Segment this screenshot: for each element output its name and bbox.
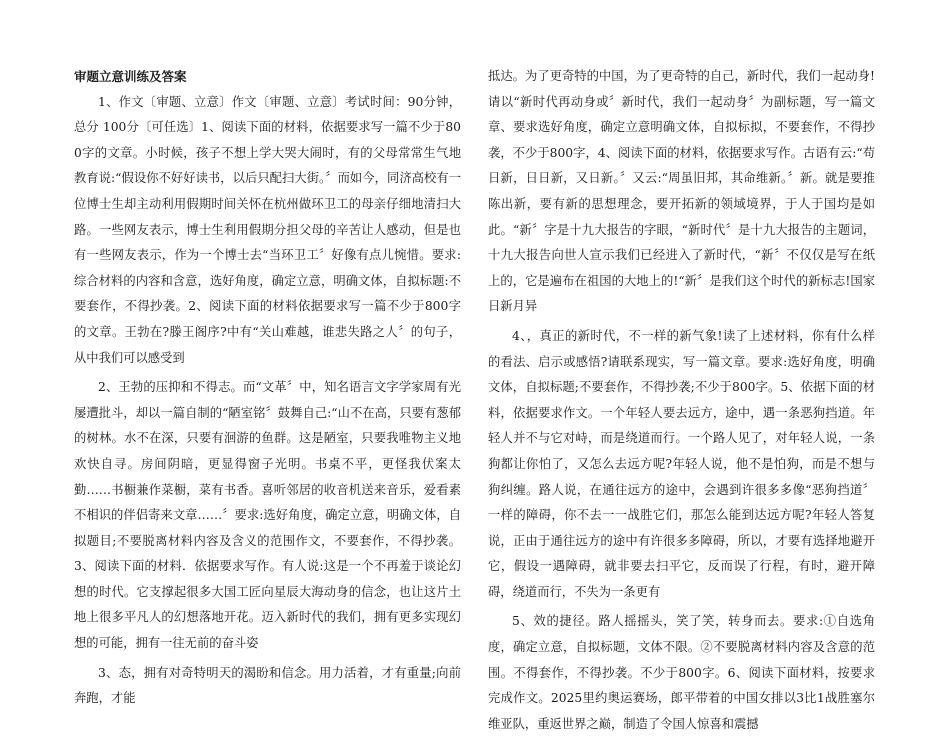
paragraph: 3、态，拥有对奇特明天的渴盼和信念。用力活着，才有重量;向前奔跑，才能 (74, 665, 461, 706)
document-title: 审题立意训练及答案 (74, 69, 187, 84)
paragraph: 1、作文〔审题、立意〕作文〔审题、立意〕考试时间：90分钟，总分 100分〔可任选〕1、阅读下面的材料，依据要求写一篇不少于800字的文章。小时候，孩子不想上学大哭大闹时，有的父母常常生气地教育说:“假设你不好好读书，以后只配扫大街。〞而如今，同济高校有一位博士生却主动利用假期时间关怀在杭州做环卫工的母亲仔细地清扫大路。一些网友表示，博士生利用假期分担父母的辛苦让人感动，但是也有一些网友表示，作为一个博士去“当环卫工〞好像有点儿惋惜。要求:综合材料的内容和含意，选好角度，确定立意，明确文体，自拟标题:不要套作，不得抄袭。2、阅读下面的材料依据要求写一篇不少于800字的文章。王勃在?滕王阁序?中有“关山难越，谁悲失路之人〞的句子，从中我们可以感受到 (74, 94, 461, 365)
paragraph: 4、，真正的新时代，不一样的新气象!读了上述材料，你有什么样的看法、启示或感悟?请联系现实，写一篇文章。要求:选好角度，明确文体，自拟标题;不要套作，不得抄袭;不少于800字。5、依据下面的材料，依据要求作文。一个年轻人要去远方，途中，遇一条恶狗挡道。年轻人并不与它对峙，而是绕道而行。一个路人见了，对年轻人说，一条狗都让你怕了，又怎么去远方呢?年轻人说，他不是怕狗，而是不想与狗纠缠。路人说，在通往远方的途中，会遇到许很多多像“恶狗挡道〞一样的障碍，你不去一一战胜它们，那怎么能到达远方呢?年轻人答复说，正由于通往远方的途中有许很多多障碍，所以，才要有选择地避开它，假设一遇障碍，就非要去扫平它，反而误了行程，有时，避开障碍，绕道而行，不失为一条更有 (488, 328, 875, 599)
left-column (74, 64, 461, 706)
paragraph: 2、王勃的压抑和不得志。而“文革〞中，知名语言文字学家周有光屡遭批斗，却以一篇自制的“陋室铭〞鼓舞自己:“山不在高，只要有葱郁的树林。水不在深，只要有洄游的鱼群。这是陋室，只要我唯物主义地欢快自寻。房间阴暗，更显得窗子光明。书桌不平，更怪我伏案太勤……书橱兼作菜橱，菜有书香。喜听邻居的收音机送来音乐，爱看素不相识的伴侣寄来文章……〞要求:选好角度，确定立意，明确文体，自拟题目;不要脱离材料内容及含义的范围作文，不要套作，不得抄袭。3、阅读下面的材料．依据要求写作。有人说:这是一个不再羞于谈论幻想的时代。它支撑起很多大国工匠向星辰大海动身的信念，也让这片土地上很多平凡人的幻想落地开花。迈入新时代的我们，拥有更多实现幻想的可能，拥有一往无前的奋斗姿 (74, 380, 461, 651)
paragraph: 抵达。为了更奇特的中国，为了更奇特的自己，新时代，我们一起动身!请以“新时代再动身或〞新时代，我们一起动身〞为副标题，写一篇文章、要求选好角度，确定立意明确文体，自拟标拟，不要套作，不得抄袭，不少于800字，4、阅读下面的材料，依据要求写作。古语有云:“苟日新，日日新，又日新。〞又云:“周虽旧邦，其命维新。〞新。就是要推陈出新，要有新的思想理念，要开拓新的领域境界，于人于国均是如此。“新〞字是十九大报告的字眼，“新时代〞是十九大报告的主题词，十九大报告向世人宣示我们已经进入了新时代，“新〞不仅仅是写在纸上的，它是遍布在祖国的大地上的!“新〞是我们这个时代的新标志!国家日新月异 (488, 69, 875, 314)
paragraph: 5、效的捷径。路人摇摇头，笑了笑，转身而去。要求:①自选角度，确定立意，自拟标题，文体不限。②不要脱离材料内容及含意的范围。不得套作，不得抄袭。不少于800字。6、阅读下面材料，按要求完成作文。2025里约奥运赛场，郎平带着的中国女排以3比1战胜塞尔维亚队，重返世界之巅，制造了令国人惊喜和震撼 (488, 614, 875, 731)
right-column (488, 64, 875, 731)
